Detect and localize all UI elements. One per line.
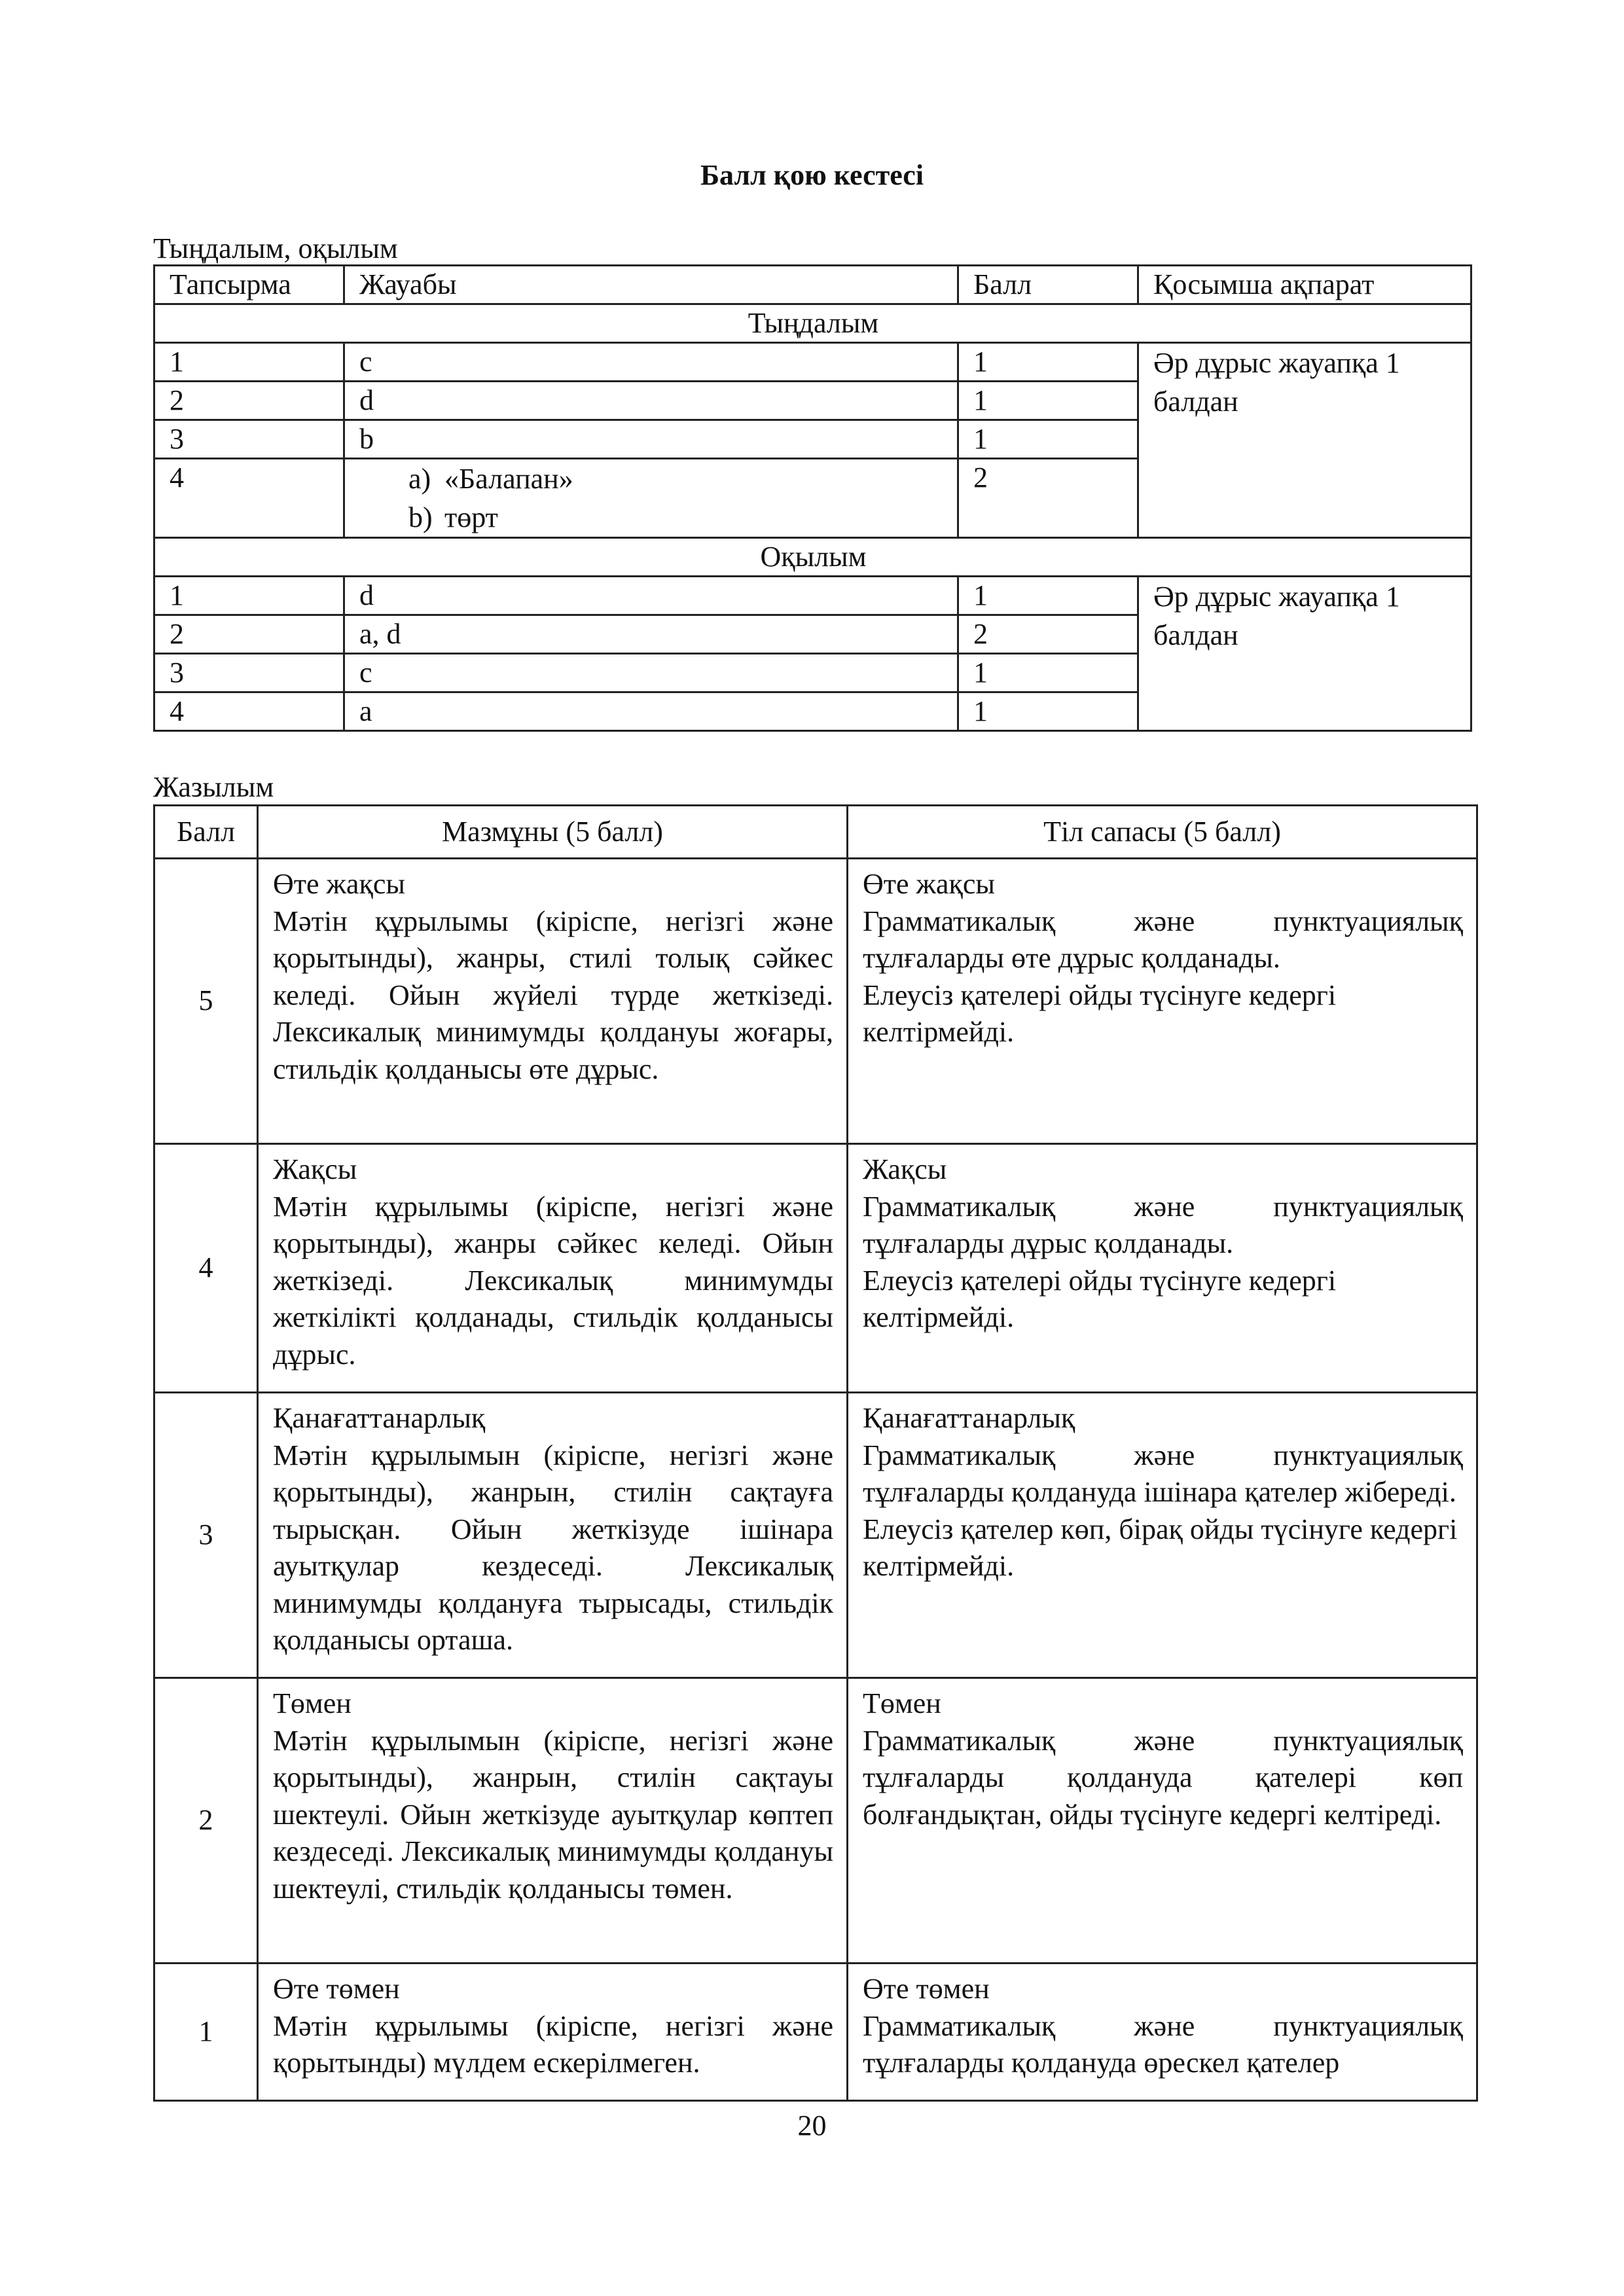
score: 5 — [154, 859, 258, 1144]
writing-rubric-table — [153, 804, 1478, 2102]
score: 2 — [154, 1678, 258, 1964]
language-description: Грамматикалық және пунктуациялық тұлғаларды дұрыс қолданады. — [863, 1190, 1463, 1259]
listening-subheader-row — [154, 304, 1471, 343]
score: 1 — [958, 577, 1138, 615]
task-number: 3 — [154, 420, 344, 459]
content-description: Мәтін құрылымын (кіріспе, негізгі және қорытынды), жанрын, стилін сақтауы шектеулі. Ойын жеткізуде ауытқулар көптеп кездеседі. Лексикалық минимумды қолдануы шектеулі, стильдік қолданысы төмен. — [273, 1724, 833, 1905]
language-description: Грамматикалық және пунктуациялық тұлғаларды қолдануда қателері көп болғандықтан, ойды түсінуге кедергі келтіреді. — [863, 1724, 1463, 1831]
task-number: 2 — [154, 615, 344, 654]
score: 1 — [958, 420, 1138, 459]
score: 1 — [958, 654, 1138, 692]
table-row — [154, 1393, 1477, 1678]
answer-list — [359, 459, 944, 537]
content-description: Мәтін құрылымын (кіріспе, негізгі және қорытынды), жанрын, стилін сақтауға тырысқан. Ойын жеткізуде ішінара ауытқулар кездеседі. Лексикалық минимумды қолдануға тырысады, стильдік қолданысы орташа. — [273, 1439, 833, 1656]
language-note: Елеусіз қателері ойды түсінуге кедергі келтірмейді. — [863, 1264, 1337, 1333]
language-note: Елеусіз қателер көп, бірақ ойды түсінуге кедергі келтірмейді. — [863, 1513, 1458, 1582]
list-item-text: төрт — [444, 501, 498, 533]
score: 1 — [958, 692, 1138, 731]
answer: b — [344, 420, 958, 459]
table-header-row — [154, 806, 1477, 859]
listening-subtitle: Тыңдалым — [154, 304, 1471, 343]
table-row — [154, 1144, 1477, 1393]
table-row — [154, 1964, 1477, 2101]
answer: c — [344, 654, 958, 692]
content-cell — [258, 1964, 848, 2101]
reading-subtitle: Оқылым — [154, 538, 1471, 577]
content-description: Мәтін құрылымы (кіріспе, негізгі және қорытынды) мүлдем ескерілмеген. — [273, 2009, 833, 2079]
task-number: 2 — [154, 382, 344, 420]
language-cell — [848, 1393, 1477, 1678]
score: 1 — [958, 343, 1138, 382]
score: 3 — [154, 1393, 258, 1678]
content-level-title: Жақсы — [273, 1153, 357, 1185]
section-label-writing: Жазылым — [153, 771, 274, 803]
reading-info: Әр дұрыс жауапқа 1 балдан — [1138, 577, 1471, 731]
content-cell — [258, 859, 848, 1144]
answer-list-cell — [344, 459, 958, 538]
language-description: Грамматикалық және пунктуациялық тұлғаларды өте дұрыс қолданады. — [863, 905, 1463, 974]
header-score: Балл — [958, 266, 1138, 304]
reading-subheader-row — [154, 538, 1471, 577]
language-description: Грамматикалық және пунктуациялық тұлғаларды қолдануда ішінара қателер жібереді. — [863, 1439, 1463, 1508]
score: 2 — [958, 459, 1138, 538]
page-number: 20 — [797, 2109, 827, 2142]
list-marker: b) — [408, 501, 433, 533]
content-description: Мәтін құрылымы (кіріспе, негізгі және қорытынды), жанры сәйкес келеді. Ойын жеткізеді. Лексикалық минимумды жеткілікті қолданады, стильдік қолданысы дұрыс. — [273, 1190, 833, 1371]
language-cell — [848, 1678, 1477, 1964]
language-level-title: Жақсы — [863, 1153, 947, 1185]
answer: c — [344, 343, 958, 382]
header-content: Мазмұны (5 балл) — [258, 806, 848, 859]
task-number: 1 — [154, 343, 344, 382]
score: 1 — [154, 1964, 258, 2101]
table-row — [154, 1678, 1477, 1964]
task-number: 1 — [154, 577, 344, 615]
list-item — [408, 498, 944, 537]
score: 4 — [154, 1144, 258, 1393]
section-label-listening-reading: Тыңдалым, оқылым — [153, 232, 398, 264]
score: 1 — [958, 382, 1138, 420]
listening-info: Әр дұрыс жауапқа 1 балдан — [1138, 343, 1471, 538]
language-note: Елеусіз қателері ойды түсінуге кедергі келтірмейді. — [863, 978, 1337, 1048]
header-task: Тапсырма — [154, 266, 344, 304]
content-level-title: Төмен — [273, 1687, 352, 1719]
content-level-title: Қанағаттанарлық — [273, 1402, 486, 1434]
task-number: 3 — [154, 654, 344, 692]
content-level-title: Өте төмен — [273, 1973, 400, 2005]
content-description: Мәтін құрылымы (кіріспе, негізгі және қорытынды), жанры, стилі толық сәйкес келеді. Ойын жүйелі түрде жеткізеді. Лексикалық минимумды қолдануы жоғары, стильдік қолданысы өте дұрыс. — [273, 905, 833, 1085]
language-level-title: Төмен — [863, 1687, 941, 1719]
table-header-row — [154, 266, 1471, 304]
list-item — [408, 459, 944, 498]
language-cell — [848, 859, 1477, 1144]
language-cell — [848, 1964, 1477, 2101]
answer: d — [344, 577, 958, 615]
language-description: Грамматикалық және пунктуациялық тұлғаларды қолдануда өрескел қателер — [863, 2009, 1463, 2079]
content-level-title: Өте жақсы — [273, 868, 405, 900]
content-cell — [258, 1144, 848, 1393]
answer: d — [344, 382, 958, 420]
task-number: 4 — [154, 692, 344, 731]
listening-reading-table — [153, 264, 1472, 732]
language-level-title: Өте жақсы — [863, 868, 995, 900]
table-row — [154, 343, 1471, 382]
header-score: Балл — [154, 806, 258, 859]
score: 2 — [958, 615, 1138, 654]
page-title: Балл қою кестесі — [700, 159, 924, 191]
header-answer: Жауабы — [344, 266, 958, 304]
table-row — [154, 577, 1471, 615]
language-level-title: Қанағаттанарлық — [863, 1402, 1075, 1434]
task-number: 4 — [154, 459, 344, 538]
header-language-quality: Тіл сапасы (5 балл) — [848, 806, 1477, 859]
language-level-title: Өте төмен — [863, 1973, 990, 2005]
content-cell — [258, 1678, 848, 1964]
answer: a — [344, 692, 958, 731]
header-info: Қосымша ақпарат — [1138, 266, 1471, 304]
answer: a, d — [344, 615, 958, 654]
language-cell — [848, 1144, 1477, 1393]
list-item-text: «Балапан» — [444, 463, 573, 495]
content-cell — [258, 1393, 848, 1678]
table-row — [154, 859, 1477, 1144]
list-marker: a) — [408, 463, 431, 495]
